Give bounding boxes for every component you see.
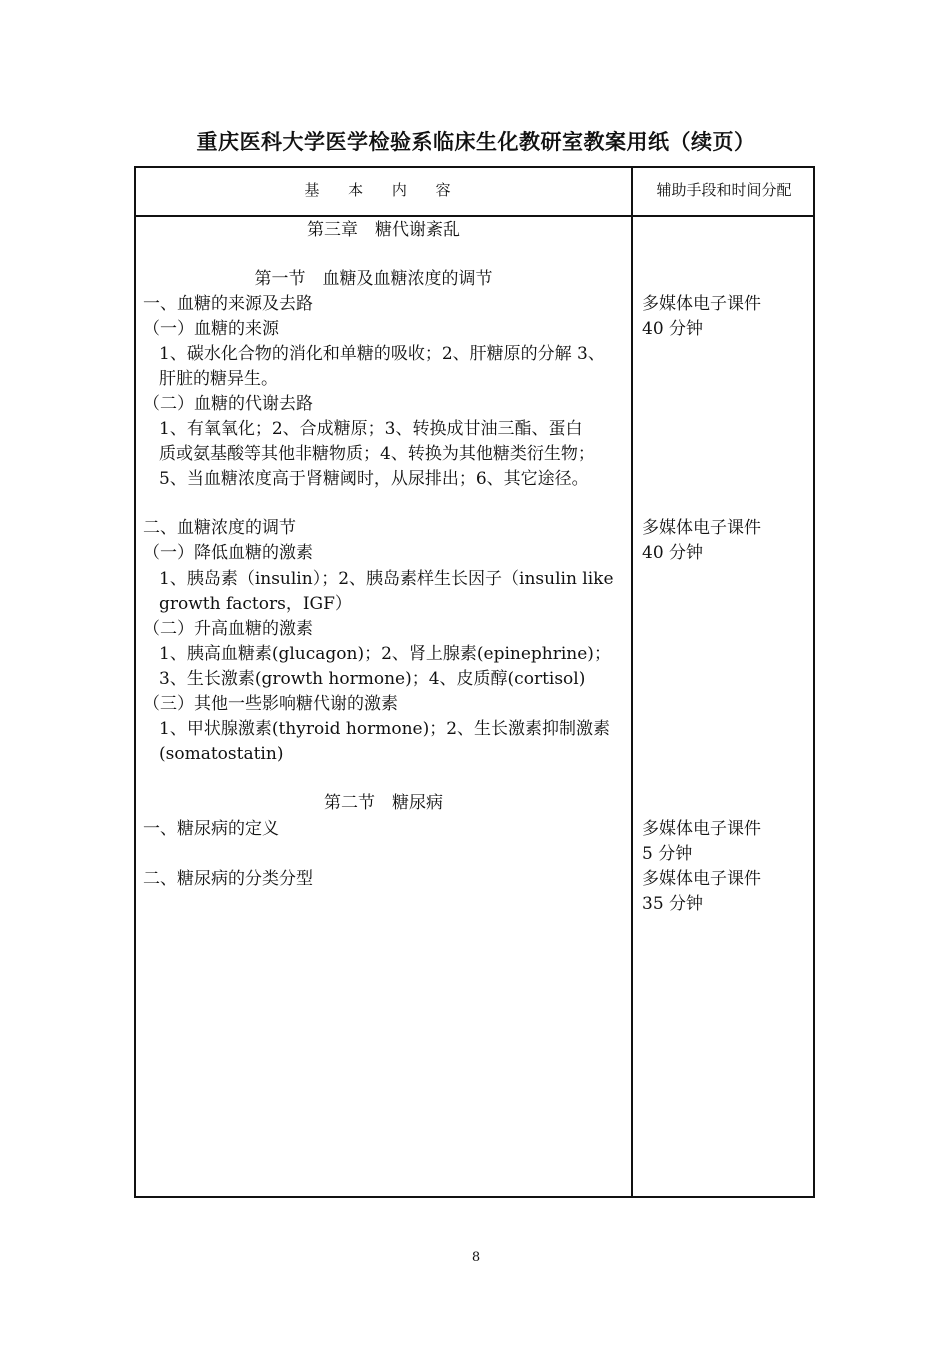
sub-heading: （一）降低血糖的激素 [143, 543, 313, 563]
header-divider [134, 215, 815, 217]
content-line: (somatostatin) [159, 744, 284, 764]
aids-time-header: 辅助手段和时间分配 [656, 181, 792, 199]
teaching-aid: 多媒体电子课件 [642, 869, 761, 889]
sub-heading: （二）升高血糖的激素 [143, 619, 313, 639]
sub-heading: （三）其他一些影响糖代谢的激素 [143, 694, 398, 714]
section-heading: 第二节 糖尿病 [324, 793, 443, 813]
chapter-heading: 第三章 糖代谢紊乱 [307, 220, 460, 240]
column-divider [631, 166, 633, 1198]
content-line: growth factors，IGF） [159, 594, 352, 614]
content-line: 1、胰岛素（insulin）；2、胰岛素样生长因子（insulin like [159, 569, 614, 589]
sub-heading: （一）血糖的来源 [143, 319, 279, 339]
part-heading: 一、糖尿病的定义 [143, 819, 279, 839]
time-allocation: 40 分钟 [642, 543, 704, 563]
time-allocation: 40 分钟 [642, 319, 704, 339]
content-line: 1、甲状腺激素(thyroid hormone)；2、生长激素抑制激素 [159, 719, 611, 739]
page-title: 重庆医科大学医学检验系临床生化教研室教案用纸（续页） [196, 129, 756, 154]
content-line: 3、生长激素(growth hormone)；4、皮质醇(cortisol) [159, 669, 586, 689]
main-content-header: 基 本 内 容 [304, 181, 463, 199]
content-line: 1、碳水化合物的消化和单糖的吸收；2、肝糖原的分解 3、 [159, 344, 605, 364]
content-line: 5、当血糖浓度高于肾糖阈时，从尿排出；6、其它途径。 [159, 469, 589, 489]
page-number: 8 [471, 1250, 481, 1265]
teaching-aid: 多媒体电子课件 [642, 518, 761, 538]
part-heading: 一、血糖的来源及去路 [143, 294, 313, 314]
content-line: 肝脏的糖异生。 [159, 369, 278, 389]
part-heading: 二、糖尿病的分类分型 [143, 869, 313, 889]
time-allocation: 5 分钟 [642, 844, 693, 864]
time-allocation: 35 分钟 [642, 894, 704, 914]
content-line: 1、有氧氧化；2、合成糖原；3、转换成甘油三酯、蛋白 [159, 419, 583, 439]
sub-heading: （二）血糖的代谢去路 [143, 394, 313, 414]
content-line: 1、胰高血糖素(glucagon)；2、肾上腺素(epinephrine)； [159, 644, 611, 664]
section-heading: 第一节 血糖及血糖浓度的调节 [254, 269, 493, 289]
teaching-aid: 多媒体电子课件 [642, 819, 761, 839]
teaching-aid: 多媒体电子课件 [642, 294, 761, 314]
part-heading: 二、血糖浓度的调节 [143, 518, 296, 538]
content-line: 质或氨基酸等其他非糖物质；4、转换为其他糖类衍生物； [159, 444, 595, 464]
